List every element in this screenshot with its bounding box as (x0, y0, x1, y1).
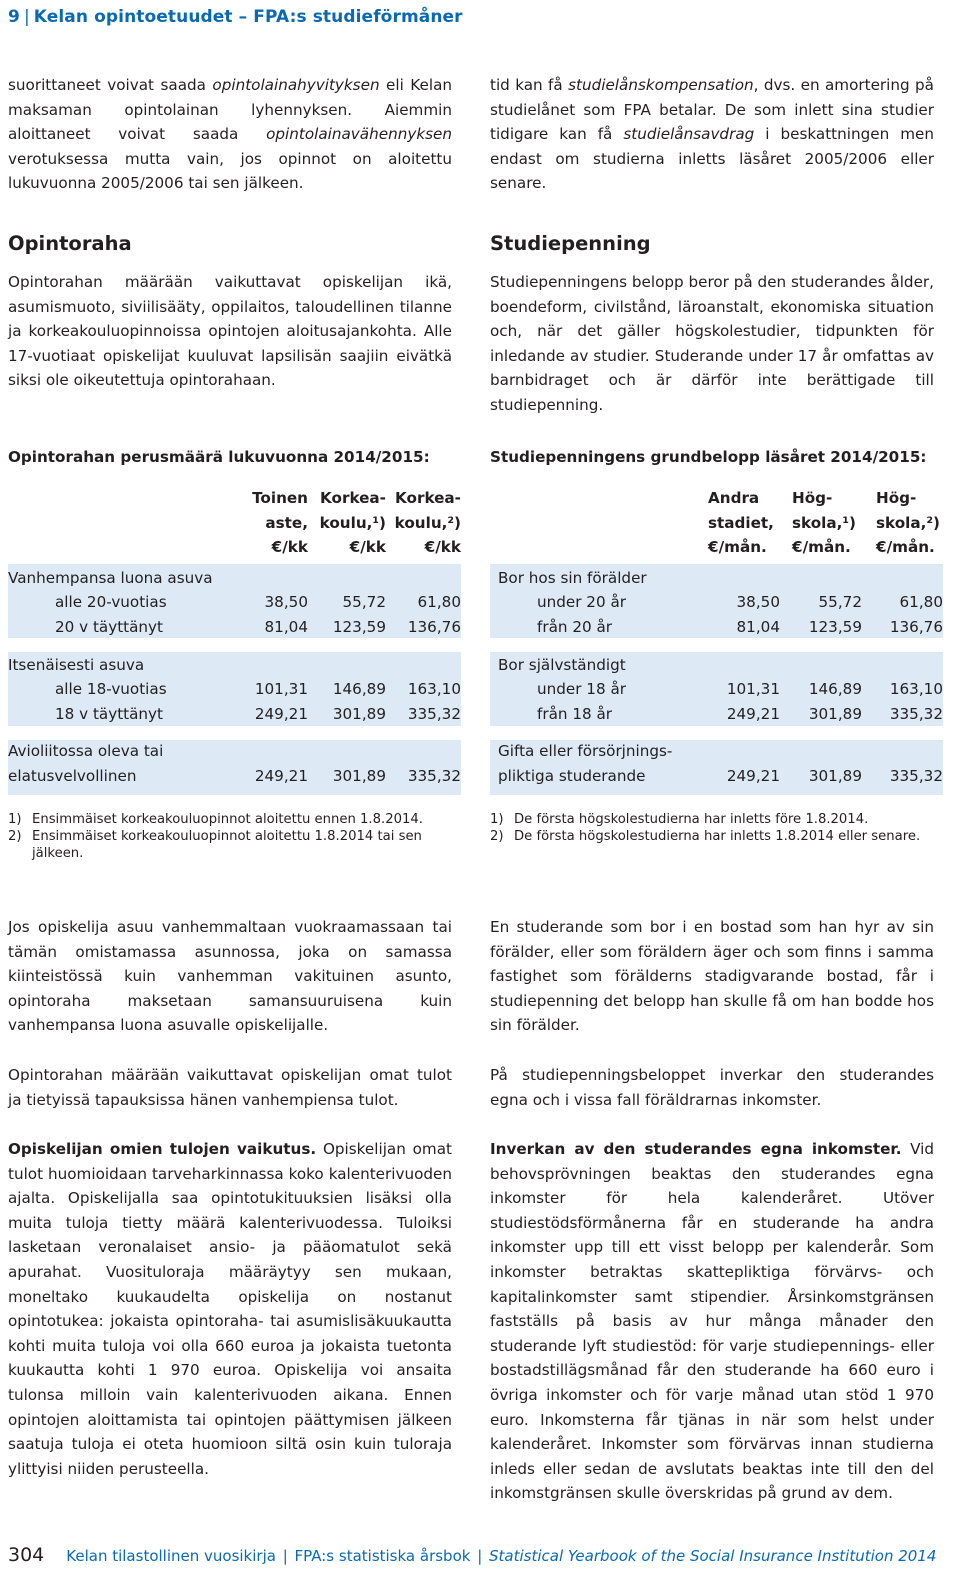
sv-intro-term-1: studielånskompensation (568, 76, 754, 94)
fi-intro-text: eli Kelan maksaman opintolainan lyhennyksen. Aiemmin aloittaneet voivat saada (8, 76, 453, 144)
cell: 136,76 (889, 617, 943, 636)
cell: 335,32 (407, 766, 461, 785)
cell: 55,72 (818, 593, 862, 612)
footer-title-fi: Kelan tilastollinen vuosikirja (66, 1547, 276, 1565)
cell: 38,50 (736, 593, 780, 612)
table-row (8, 677, 461, 702)
table-row (8, 590, 461, 615)
sv-intro-text: tid kan få (490, 76, 569, 94)
cell: 301,89 (332, 704, 386, 723)
cell: 335,32 (889, 766, 943, 785)
fi-intro-text: suorittaneet voivat saada (8, 76, 213, 94)
fi-para3: Opintorahan määrään vaikuttavat opiskelijan omat tulot ja tietyissä tapauksissa hänen vanhempiensa tulot. (8, 1066, 452, 1109)
table-header-row (490, 486, 943, 560)
cell: 163,10 (407, 680, 461, 699)
fi-intro-term-1: opintolainahyvityksen (212, 76, 380, 94)
row-label: under 18 år (537, 680, 627, 699)
sv-intro-text: , dvs. en amortering på studielånet som FPA betalar. De som inlett sina studier tidigare kan få (490, 76, 934, 144)
cell: 81,04 (264, 617, 308, 636)
header-page-number: 9 (8, 7, 20, 27)
cell: 55,72 (342, 593, 386, 612)
row-label: från 18 år (537, 704, 613, 723)
cell: 61,80 (899, 593, 943, 612)
sv-heading: Studiepenning (490, 232, 651, 255)
cell: 249,21 (726, 704, 780, 723)
fi-intro (8, 73, 452, 196)
cell: 249,21 (254, 704, 308, 723)
cell: 301,89 (808, 704, 862, 723)
cell: 146,89 (808, 680, 862, 699)
fi-col-header: Toinen aste, €/kk (252, 489, 308, 557)
sv-table-caption: Studiepenningens grundbelopp läsåret 2014/2015: (490, 448, 927, 466)
fi-para4-lead: Opiskelijan omien tulojen vaikutus. (8, 1140, 317, 1158)
cell: 123,59 (808, 617, 862, 636)
row-label: under 20 år (537, 593, 627, 612)
table-row (8, 615, 461, 640)
sv-para1: Studiepenningens belopp beror på den studerandes ålder, boendeform, civilstånd, läroanstalt, ekonomiska situation och, när det gäller högskolestudier, tidpunkten för inledande av studier. Studerande under 17 år omfattas av barnbidraget och är därför inte berättigade till studiepenning. (490, 273, 934, 414)
header-title: Kelan opintoetuudet – FPA:s studieförmåner (33, 7, 463, 27)
sv-para4-lead: Inverkan av den studerandes egna inkomster. (490, 1140, 902, 1158)
footnote: 2) Ensimmäiset korkeakouluopinnot aloitettu 1.8.2014 tai sen jälkeen. (8, 829, 422, 861)
sv-para2: En studerande som bor i en bostad som han hyr av sin förälder, eller som föräldern äger och som finns i samma fastighet som förälderns stadigvarande bostad, får i studiepenning det belopp han skulle få om han bodde hos sin förälder. (490, 918, 934, 1035)
sv-col-header: Andra stadiet, €/mån. (708, 489, 774, 557)
table-row (8, 702, 461, 727)
cell: 335,32 (889, 704, 943, 723)
table-row (490, 653, 943, 678)
fi-col-header: Korkea- koulu,¹) €/kk (319, 489, 386, 557)
footnote: 1) De första högskolestudierna har inletts före 1.8.2014. (490, 812, 869, 827)
fi-intro-term-2: opintolainavähennyksen (266, 125, 452, 144)
sv-para3: På studiepenningsbeloppet inverkar den studerandes egna och i vissa fall föräldrarnas inkomster. (490, 1066, 934, 1109)
table-header-row (8, 486, 461, 560)
cell: 249,21 (254, 766, 308, 785)
footer-title-sv: FPA:s statistiska årsbok (294, 1547, 471, 1565)
fi-footnotes (8, 811, 458, 862)
table-row (490, 764, 943, 789)
table-row (8, 739, 461, 764)
table-row (490, 739, 943, 764)
sv-intro-text: i beskattningen men endast om studierna inletts läsåret 2005/2006 eller senare. (490, 125, 934, 193)
cell: 163,10 (889, 680, 943, 699)
row-label: alle 18-vuotias (55, 680, 167, 699)
sv-col-header: Hög- skola,¹) €/mån. (792, 489, 856, 557)
fi-para1: Opintorahan määrään vaikuttavat opiskelijan ikä, asumismuoto, siviilisääty, oppilaitos, taloudellinen tilanne ja korkeakouluopinnoissa opintojen aloitusajankohta. Alle 17-vuotiaat opiskelijat kuuluvat lapsilisän saajiin eivätkä siksi ole oikeutettuja opintorahaan. (8, 273, 452, 390)
group-label: Bor hos sin förälder (498, 568, 647, 587)
sv-para4 (490, 1137, 934, 1506)
sv-col-header: Hög- skola,²) €/mån. (876, 489, 940, 557)
group-label: Avioliitossa oleva tai (8, 742, 164, 761)
fi-heading: Opintoraha (8, 232, 132, 255)
page-header: 9 | Kelan opintoetuudet – FPA:s studieförmåner (8, 7, 463, 27)
sv-intro (490, 73, 934, 196)
group-label: Gifta eller försörjnings- (498, 742, 673, 761)
table-row (8, 764, 461, 789)
cell: 61,80 (417, 593, 461, 612)
cell: 81,04 (736, 617, 780, 636)
fi-intro-text: verotuksessa mutta vain, jos opinnot on aloitettu lukuvuonna 2005/2006 tai sen jälkeen. (8, 149, 452, 193)
fi-para4 (8, 1137, 452, 1481)
cell: 136,76 (407, 617, 461, 636)
cell: 335,32 (407, 704, 461, 723)
row-label: från 20 år (537, 617, 613, 636)
footnote: 2) De första högskolestudierna har inletts 1.8.2014 eller senare. (490, 829, 921, 844)
cell: 249,21 (726, 766, 780, 785)
cell: 301,89 (332, 766, 386, 785)
fi-para4-text: Opiskelijan omat tulot huomioidaan tarveharkinnassa koko kalenterivuoden ajalta. Opiskelijalla saa opintotukituuksien lisäksi olla muita tuloja tietty määrä kalenterivuodessa. Tuloiksi lasketaan veronalaiset ansio- ja pääomatulot sekä apurahat. Vuosituloraja määräytyy sen mukaan, moneltako kuukaudelta opiskelija on nostanut opintotukea: jokaista opintoraha- tai asumislisäkuukautta kohti muita tuloja voi olla 660 euroa ja jokaista tuetonta kuukautta kohti 1 970 euroa. Opiskelija voi ansaita tulonsa milloin vain kalenterivuoden aikana. Ennen opintojen aloittamista tai opintojen päättymisen jälkeen saatuja tuloja ei oteta huomioon siltä osin kuin tuloraja ylittyisi niiden perusteella. (8, 1140, 452, 1478)
cell: 123,59 (332, 617, 386, 636)
page-footer: 304 Kelan tilastollinen vuosikirja | FPA:s statistiska årsbok | Statistical Yearbook of the Social Insurance Institution 2014 (8, 1544, 937, 1566)
row-label: alle 20-vuotias (55, 593, 167, 612)
cell: 101,31 (254, 680, 308, 699)
fi-para2: Jos opiskelija asuu vanhemmaltaan vuokraamassaan tai tämän omistamassa asunnossa, joka on samassa kiinteistössä kuin vanhemman vakituinen asunto, opintoraha maksetaan samansuuruisena kuin vanhempansa luona asuvalle opiskelijalle. (8, 918, 452, 1035)
cell: 38,50 (264, 593, 308, 612)
sv-table (490, 486, 943, 789)
footnote: 1) Ensimmäiset korkeakouluopinnot aloitettu ennen 1.8.2014. (8, 812, 423, 827)
group-label: Itsenäisesti asuva (8, 655, 145, 674)
table-row (490, 566, 943, 591)
row-label: elatusvelvollinen (8, 766, 137, 785)
sv-para4-text: Vid behovsprövningen beaktas den studerandes egna inkomster för hela kalenderåret. Utöver studiestödsförmånerna får en studerande ha andra inkomster upp till ett visst belopp per kalenderår. Som inkomster betraktas skattepliktiga förvärvs- och kapitalinkomster samt stipendier. Årsinkomstgränsen fastställs på basis av hur många månader den studerande lyft studiestöd: för varje studiepennings- eller bostadstillägsmånad får den studerande ha 660 euro i övriga inkomster och för varje månad utan stöd 1 970 euro. Inkomsterna får tjänas in när som helst under kalenderåret. Inkomster som förvärvas innan studierna inleds eller sedan de avslutats beaktas inte till den del inkomstgränsen skulle överskridas på grund av dem. (490, 1140, 934, 1503)
group-label: Vanhempansa luona asuva (8, 568, 213, 587)
fi-col-header: Korkea- koulu,²) €/kk (394, 489, 461, 557)
table-row (490, 677, 943, 702)
row-label: 18 v täyttänyt (55, 704, 164, 723)
row-label: 20 v täyttänyt (55, 617, 164, 636)
cell: 146,89 (332, 680, 386, 699)
group-label: Bor självständigt (498, 655, 626, 674)
footer-page-number: 304 (8, 1544, 45, 1566)
cell: 101,31 (726, 680, 780, 699)
sv-intro-term-2: studielånsavdrag (623, 125, 755, 144)
table-row (8, 653, 461, 678)
table-row (490, 615, 943, 640)
table-row (490, 702, 943, 727)
fi-table-caption: Opintorahan perusmäärä lukuvuonna 2014/2015: (8, 448, 430, 466)
sv-footnotes (490, 811, 940, 845)
fi-table (8, 486, 461, 789)
table-row (8, 566, 461, 591)
row-label: pliktiga studerande (498, 766, 646, 785)
cell: 301,89 (808, 766, 862, 785)
footer-title-en: Statistical Yearbook of the Social Insurance Institution 2014 (489, 1547, 937, 1565)
table-row (490, 590, 943, 615)
